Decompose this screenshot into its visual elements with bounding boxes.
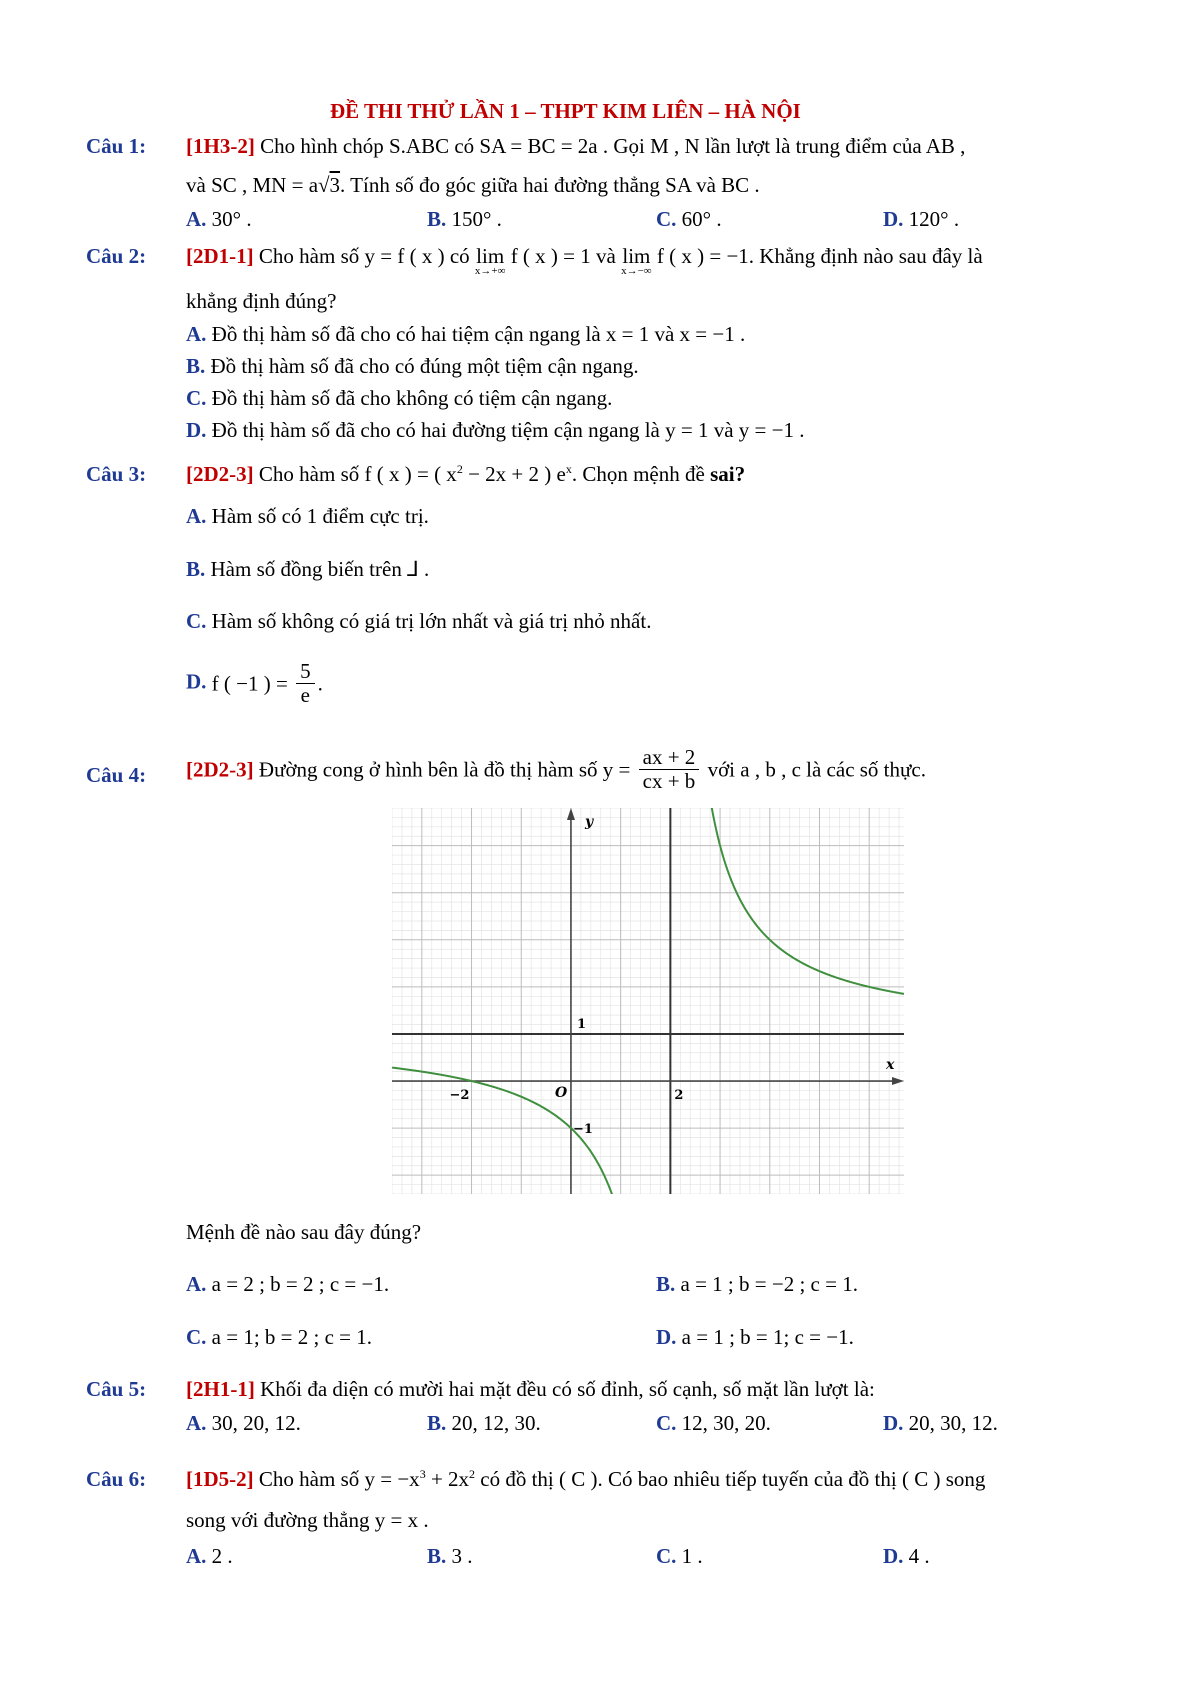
limit-minus-infinity: [621, 244, 652, 277]
question-text: + 2x: [425, 1467, 470, 1491]
option-key: D.: [656, 1325, 677, 1349]
option-text: Đồ thị hàm số đã cho có hai đường tiệm cận ngang là y = 1 và y = −1 .: [211, 418, 805, 442]
sqrt-radicand: 3: [329, 173, 341, 197]
question-label: Câu 2:: [86, 244, 147, 268]
question-4-line-1: [186, 746, 926, 793]
option-text: f ( −1 ) =: [211, 671, 288, 696]
question-text: − 2x + 2 ) e: [462, 462, 566, 486]
lim-subscript: x→+∞: [474, 265, 506, 278]
option-text: 150° .: [451, 207, 502, 231]
option-text: Đồ thị hàm số đã cho có đúng một tiệm cận ngang.: [210, 354, 639, 378]
option-key: D.: [883, 1544, 904, 1568]
question-5: [86, 1377, 146, 1401]
option-key: C.: [186, 386, 207, 410]
fraction: [296, 660, 315, 707]
fraction-denominator: e: [300, 683, 310, 708]
option-text: 3 .: [451, 1544, 473, 1568]
option-text: 20, 12, 30.: [451, 1411, 541, 1435]
option-key: D.: [883, 1411, 904, 1435]
question-tag: [2H1-1]: [186, 1377, 255, 1401]
option-key: A.: [186, 504, 207, 528]
option-b[interactable]: [427, 1544, 473, 1568]
tick-label-minus-1: −1: [572, 1122, 593, 1138]
option-key: B.: [427, 1411, 447, 1435]
option-key: A.: [186, 1544, 207, 1568]
question-text: . Tính số đo góc giữa hai đường thẳng SA và BC .: [340, 173, 760, 197]
option-key: D.: [883, 207, 904, 231]
question-tag: [2D2-3]: [186, 462, 254, 486]
option-key: A.: [186, 207, 207, 231]
option-b[interactable]: [427, 207, 502, 231]
question-text: với a , b , c là các số thực.: [707, 757, 926, 782]
option-d[interactable]: [883, 207, 959, 231]
option-key: A.: [186, 322, 207, 346]
y-axis-arrow-icon: [567, 808, 575, 820]
grid-minor: [392, 808, 904, 1194]
question-tag: [1H3-2]: [186, 134, 255, 158]
limit-plus-infinity: [475, 244, 506, 277]
lim-word: lim: [476, 244, 505, 268]
option-text: a = 1; b = 2 ; c = 1.: [211, 1325, 373, 1349]
option-key: D.: [186, 418, 207, 442]
exponent: 2: [456, 462, 463, 476]
question-tag: [2D1-1]: [186, 244, 254, 268]
function-graph: [392, 808, 904, 1194]
question-4: [86, 763, 146, 787]
option-text: Hàm số không có giá trị lớn nhất và giá trị nhỏ nhất.: [211, 609, 652, 633]
question-text: Cho hàm số y = −x: [258, 1467, 420, 1491]
question-3: [86, 462, 146, 486]
sqrt-symbol: √: [318, 173, 330, 197]
question-text: . Chọn mệnh đề: [571, 462, 705, 486]
option-b[interactable]: [186, 354, 639, 378]
option-d[interactable]: [186, 418, 804, 442]
option-text: a = 2 ; b = 2 ; c = −1.: [211, 1272, 390, 1296]
option-d[interactable]: [656, 1325, 854, 1349]
option-key: C.: [656, 207, 677, 231]
option-text: 30, 20, 12.: [211, 1411, 301, 1435]
tick-label-1: 1: [576, 1016, 586, 1032]
question-1-line-1: [186, 134, 965, 158]
option-text: 4 .: [908, 1544, 930, 1568]
option-a[interactable]: [186, 322, 745, 346]
option-text: a = 1 ; b = 1; c = −1.: [681, 1325, 854, 1349]
question-5-line-1: [186, 1377, 875, 1401]
option-a[interactable]: [186, 207, 252, 231]
option-key: D.: [186, 669, 207, 694]
option-key: C.: [656, 1411, 677, 1435]
question-text: f ( x ) = −1. Khẳng định nào sau đây là: [656, 244, 983, 268]
option-a[interactable]: [186, 504, 429, 528]
option-c[interactable]: [656, 207, 722, 231]
question-tag: [1D5-2]: [186, 1467, 254, 1491]
y-axis-label: y: [584, 814, 594, 830]
option-d[interactable]: [883, 1544, 930, 1568]
option-b[interactable]: [656, 1272, 858, 1296]
exponent: 3: [419, 1467, 426, 1481]
option-text: 20, 30, 12.: [908, 1411, 998, 1435]
question-2-line-1: [186, 244, 983, 277]
question-text: và SC , MN = a: [186, 173, 319, 197]
option-key: A.: [186, 1411, 207, 1435]
lim-subscript: x→−∞: [621, 265, 652, 278]
option-b[interactable]: [427, 1411, 541, 1435]
option-c[interactable]: [186, 386, 612, 410]
exponent: 2: [469, 1467, 476, 1481]
question-4-prompt: Mệnh đề nào sau đây đúng?: [186, 1220, 422, 1244]
option-c[interactable]: [656, 1411, 771, 1435]
x-axis-arrow-icon: [892, 1077, 904, 1085]
option-key: B.: [186, 557, 206, 581]
question-6-line-1: [186, 1467, 985, 1491]
option-a[interactable]: [186, 1272, 389, 1296]
question-label: Câu 1:: [86, 134, 147, 158]
question-text: f ( x ) = 1 và: [510, 244, 616, 268]
question-6: [86, 1467, 146, 1491]
question-text: Cho hình chóp S.ABC có SA = BC = 2a . Gọi M , N lần lượt là trung điểm của AB ,: [260, 134, 966, 158]
option-c[interactable]: [656, 1544, 703, 1568]
option-text: Hàm số có 1 điểm cực trị.: [211, 504, 429, 528]
option-c[interactable]: [186, 1325, 372, 1349]
fraction: [639, 746, 700, 793]
option-a[interactable]: [186, 1544, 233, 1568]
question-label: Câu 3:: [86, 462, 147, 486]
option-text: .: [317, 671, 323, 696]
question-3-line-1: [186, 462, 745, 486]
grid-major: [392, 808, 904, 1194]
option-text: Đồ thị hàm số đã cho có hai tiệm cận ngang là x = 1 và x = −1 .: [211, 322, 746, 346]
option-text: a = 1 ; b = −2 ; c = 1.: [680, 1272, 858, 1296]
option-key: A.: [186, 1272, 207, 1296]
option-text: Đồ thị hàm số đã cho không có tiệm cận ngang.: [211, 386, 613, 410]
question-text: Cho hàm số f ( x ) = ( x: [258, 462, 457, 486]
option-key: C.: [186, 609, 207, 633]
question-text: có đồ thị ( C ). Có bao nhiêu tiếp tuyến của đồ thị ( C ) song: [475, 1467, 986, 1491]
curve-right-branch: [705, 808, 904, 994]
option-key: B.: [656, 1272, 676, 1296]
option-key: C.: [186, 1325, 207, 1349]
tick-label-2: 2: [674, 1088, 684, 1104]
option-text: 30° .: [211, 207, 252, 231]
page-title: ĐỀ THI THỬ LẦN 1 – THPT KIM LIÊN – HÀ NỘI: [330, 99, 801, 123]
question-text: Đường cong ở hình bên là đồ thị hàm số y =: [258, 757, 631, 782]
fraction-numerator: 5: [296, 660, 315, 684]
origin-label: O: [554, 1085, 568, 1102]
question-label: Câu 4:: [86, 763, 147, 787]
option-key: B.: [427, 1544, 447, 1568]
option-a[interactable]: [186, 1411, 301, 1435]
fraction-denominator: cx + b: [642, 769, 696, 794]
option-b[interactable]: [186, 557, 429, 581]
question-tag: [2D2-3]: [186, 757, 254, 782]
option-text: 12, 30, 20.: [681, 1411, 771, 1435]
option-key: C.: [656, 1544, 677, 1568]
option-text: 1 .: [681, 1544, 703, 1568]
question-2: [86, 244, 146, 268]
x-axis-label: x: [886, 1057, 895, 1074]
option-text: Hàm số đồng biến trên ⅃ .: [210, 557, 430, 581]
question-label: Câu 6:: [86, 1467, 147, 1491]
option-key: B.: [186, 354, 206, 378]
option-d[interactable]: [883, 1411, 998, 1435]
option-text: 60° .: [681, 207, 722, 231]
question-1-line-2: [186, 173, 760, 197]
option-d[interactable]: [186, 660, 323, 707]
option-text: 120° .: [908, 207, 960, 231]
lim-word: lim: [622, 244, 651, 268]
option-text: 2 .: [211, 1544, 233, 1568]
question-label: Câu 5:: [86, 1377, 147, 1401]
tick-label-minus-2: −2: [449, 1088, 470, 1104]
fraction-numerator: ax + 2: [639, 746, 700, 770]
exponent: x: [565, 462, 572, 476]
emphasis-text: sai?: [710, 462, 746, 486]
question-text: Cho hàm số y = f ( x ) có: [258, 244, 470, 268]
question-2-line-2: khẳng định đúng?: [186, 289, 337, 313]
question-1: [86, 134, 146, 158]
option-c[interactable]: [186, 609, 651, 633]
option-key: B.: [427, 207, 447, 231]
question-6-line-2: song với đường thẳng y = x .: [186, 1508, 429, 1532]
question-text: Khối đa diện có mười hai mặt đều có số đỉnh, số cạnh, số mặt lần lượt là:: [260, 1377, 875, 1401]
